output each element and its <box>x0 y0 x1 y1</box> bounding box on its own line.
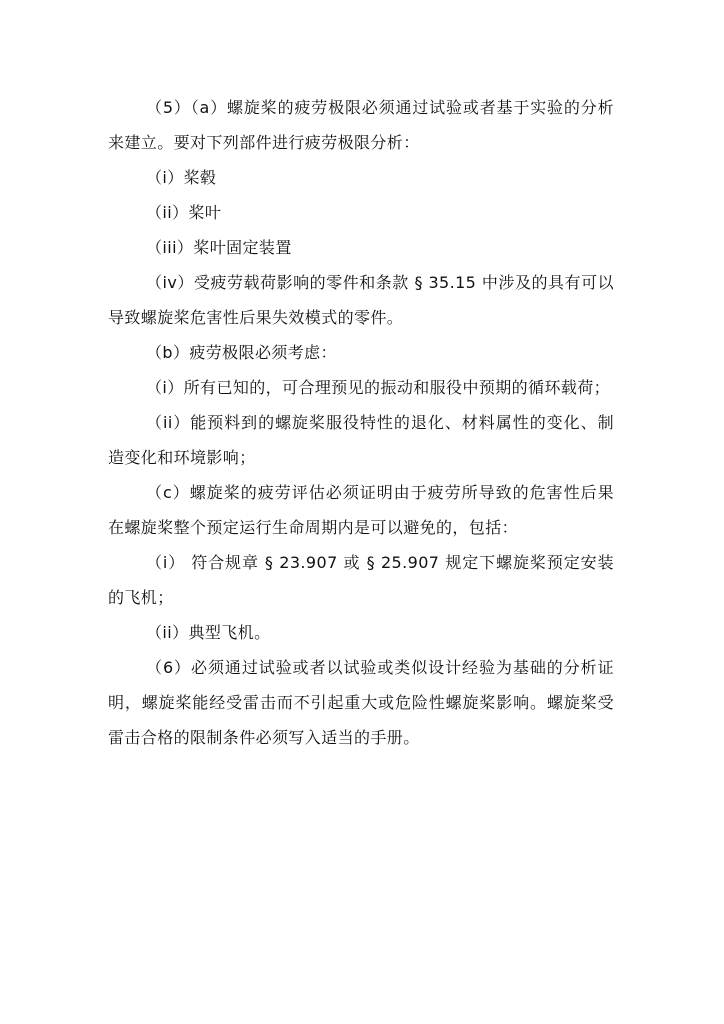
paragraph-5b-intro: （b）疲劳极限必须考虑： <box>146 343 337 362</box>
list-item-loads: （i）所有已知的，可合理预见的振动和服役中预期的循环载荷； <box>146 378 611 397</box>
list-item-fatigue-parts: （iv）受疲劳载荷影响的零件和条款 § 35.15 中涉及的具有可以导致螺旋桨危害性后果失效模式的零件。 <box>108 273 614 327</box>
list-item-aircraft-installation: （i） 符合规章 § 23.907 或 § 25.907 规定下螺旋桨预定安装的飞机； <box>108 553 614 607</box>
list-item-hub: （i）桨毂 <box>146 168 217 187</box>
paragraph-5a-intro: （5）（a）螺旋桨的疲劳极限必须通过试验或者基于实验的分析来建立。要对下列部件进行疲劳极限分析： <box>108 98 614 152</box>
list-item-blade-retention: （iii）桨叶固定装置 <box>146 238 292 257</box>
paragraph-5c-intro: （c）螺旋桨的疲劳评估必须证明由于疲劳所导致的危害性后果在螺旋桨整个预定运行生命周期内是可以避免的，包括： <box>108 483 614 537</box>
list-item-blade: （ii）桨叶 <box>146 203 222 222</box>
document-body <box>108 90 614 755</box>
paragraph-6-lightning: （6）必须通过试验或者以试验或类似设计经验为基础的分析证明，螺旋桨能经受雷击而不引起重大或危险性螺旋桨影响。螺旋桨受雷击合格的限制条件必须写入适当的手册。 <box>108 658 614 747</box>
list-item-typical-aircraft: （ii）典型飞机。 <box>146 623 271 642</box>
list-item-degradation: （ii）能预料到的螺旋桨服役特性的退化、材料属性的变化、制造变化和环境影响； <box>108 413 614 467</box>
